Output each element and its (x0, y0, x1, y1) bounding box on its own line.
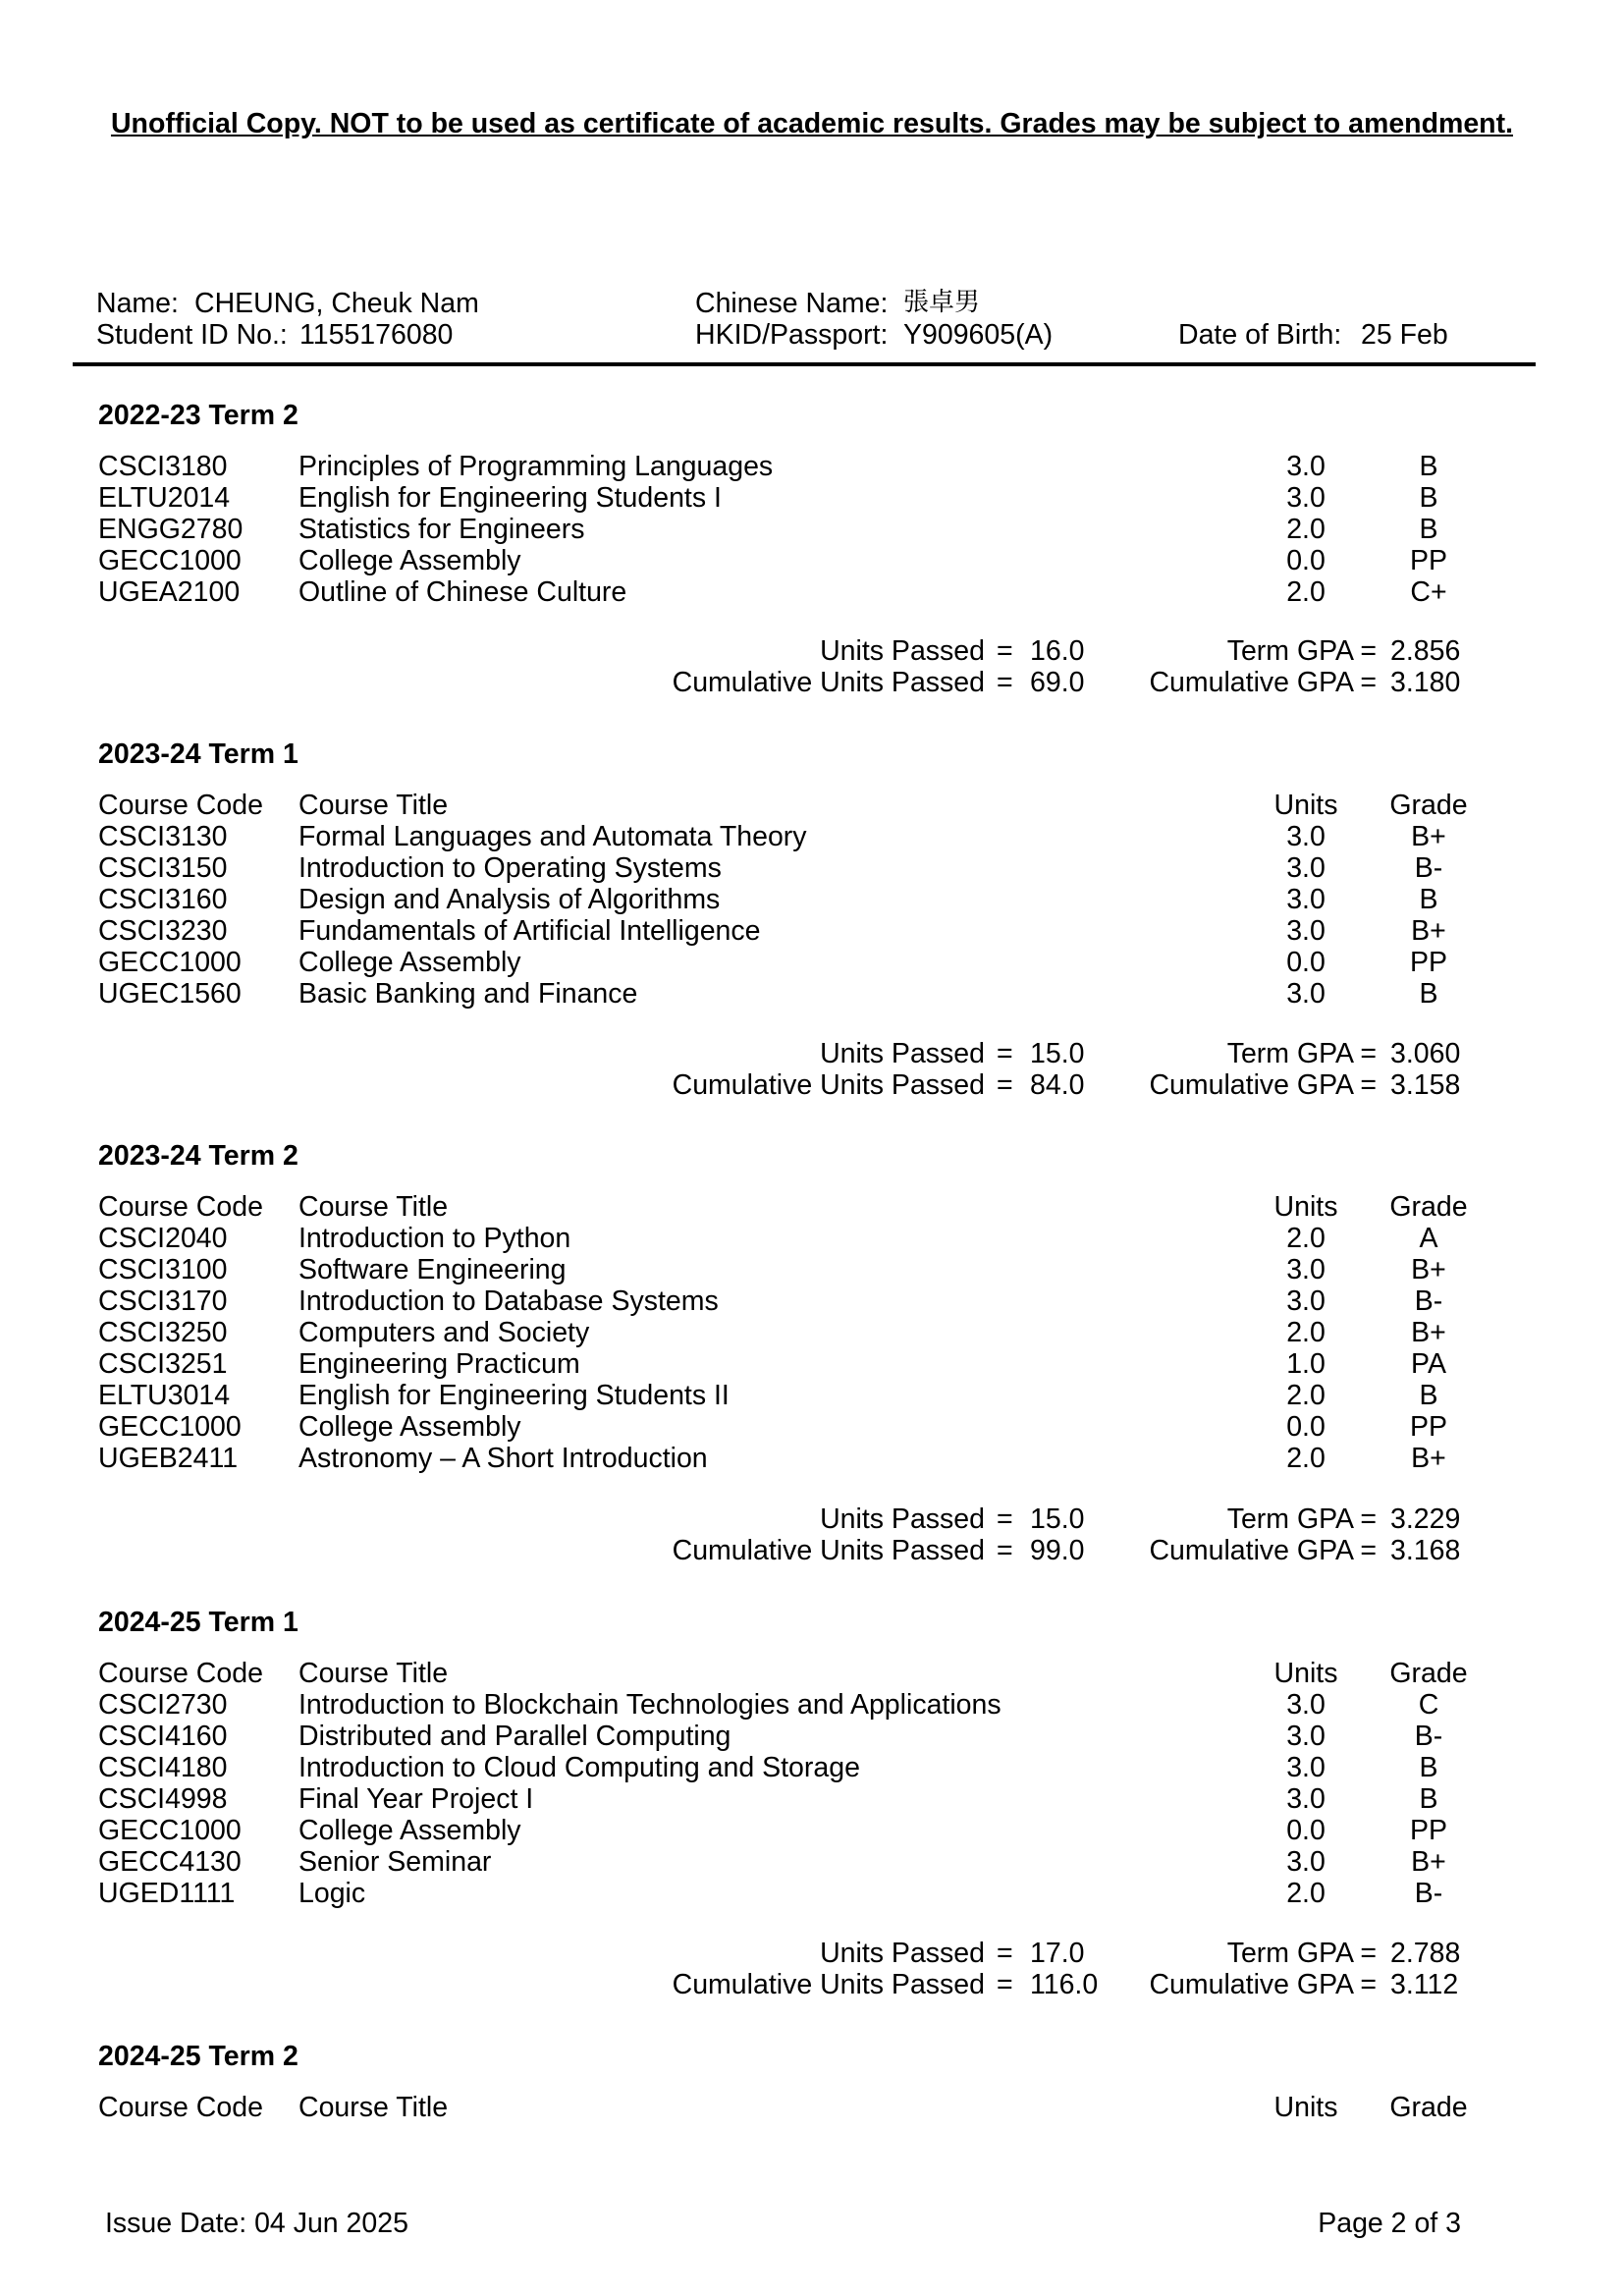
grade-header: Grade (1389, 790, 1468, 821)
course-row (0, 1880, 1624, 1911)
course-units: 2.0 (1286, 1878, 1326, 1909)
course-grade: B (1419, 1752, 1438, 1783)
column-header-row (0, 2094, 1624, 2125)
course-title: Introduction to Blockchain Technologies and Applications (298, 1689, 1001, 1721)
course-grade: B (1419, 514, 1438, 545)
course-row (0, 484, 1624, 516)
course-title: Outline of Chinese Culture (298, 576, 627, 608)
course-title: Statistics for Engineers (298, 514, 585, 545)
term-gpa-label: Term GPA = (1226, 635, 1377, 667)
cum-units-passed-value: 69.0 (1030, 667, 1085, 698)
course-title: English for Engineering Students I (298, 482, 722, 514)
course-units: 2.0 (1286, 514, 1326, 545)
course-title: Design and Analysis of Algorithms (298, 884, 721, 915)
course-code: CSCI3250 (98, 1317, 228, 1348)
units-passed-label: Units Passed (820, 635, 985, 667)
cum-units-passed-value: 99.0 (1030, 1535, 1085, 1566)
course-grade: B- (1414, 852, 1443, 884)
cum-units-passed-label: Cumulative Units Passed (672, 667, 985, 698)
units-header: Units (1273, 1658, 1338, 1689)
course-units: 3.0 (1286, 482, 1326, 514)
course-code: CSCI3160 (98, 884, 228, 915)
course-row (0, 980, 1624, 1011)
course-code: CSCI3100 (98, 1254, 228, 1285)
cum-gpa-value: 3.168 (1390, 1535, 1461, 1566)
term-gpa-value: 3.229 (1390, 1503, 1461, 1535)
course-code: CSCI4160 (98, 1721, 228, 1752)
cum-gpa-value: 3.180 (1390, 667, 1461, 698)
course-grade: B- (1414, 1878, 1443, 1909)
cum-units-passed-label: Cumulative Units Passed (672, 1535, 985, 1566)
chinese-name: 張卓男 (903, 288, 981, 317)
units-passed-value: 15.0 (1030, 1503, 1085, 1535)
course-grade: B+ (1411, 915, 1446, 947)
course-title: Basic Banking and Finance (298, 978, 638, 1010)
term-gpa-label: Term GPA = (1226, 1938, 1377, 1969)
units-header: Units (1273, 1191, 1338, 1223)
course-units: 2.0 (1286, 1317, 1326, 1348)
course-code: GECC4130 (98, 1846, 242, 1878)
grade-header: Grade (1389, 2092, 1468, 2123)
cumulative-summary-row (0, 1537, 1624, 1568)
cum-units-passed-label: Cumulative Units Passed (672, 1069, 985, 1101)
course-units: 3.0 (1286, 1254, 1326, 1285)
course-row (0, 1287, 1624, 1319)
course-row (0, 886, 1624, 917)
course-title-header: Course Title (298, 790, 449, 821)
course-code: GECC1000 (98, 947, 242, 978)
course-code: ELTU2014 (98, 482, 231, 514)
course-title: College Assembly (298, 947, 521, 978)
course-units: 3.0 (1286, 978, 1326, 1010)
course-grade: PP (1409, 1815, 1448, 1846)
course-code: UGEC1560 (98, 978, 242, 1010)
course-units: 3.0 (1286, 884, 1326, 915)
course-units: 2.0 (1286, 1223, 1326, 1254)
course-row (0, 547, 1624, 578)
course-units: 0.0 (1286, 947, 1326, 978)
course-grade: B (1419, 482, 1438, 514)
course-grade: B (1419, 451, 1438, 482)
course-row (0, 917, 1624, 949)
cumulative-summary-row (0, 1971, 1624, 2002)
course-grade: B+ (1411, 1443, 1446, 1474)
course-grade: B+ (1411, 821, 1446, 852)
course-grade: B+ (1411, 1254, 1446, 1285)
course-title: Senior Seminar (298, 1846, 492, 1878)
course-code: GECC1000 (98, 545, 242, 576)
course-title: Formal Languages and Automata Theory (298, 821, 807, 852)
course-title: Introduction to Database Systems (298, 1285, 719, 1317)
dob-value: 25 Feb (1361, 319, 1448, 351)
equals-sign: = (997, 1038, 1013, 1069)
course-title: Computers and Society (298, 1317, 590, 1348)
course-code: CSCI3180 (98, 451, 228, 482)
term-summary-row (0, 1940, 1624, 1971)
course-grade: B (1419, 1783, 1438, 1815)
course-title-header: Course Title (298, 2092, 449, 2123)
course-title: English for Engineering Students II (298, 1380, 730, 1411)
hkid-label: HKID/Passport: (695, 319, 889, 351)
course-grade: PP (1409, 545, 1448, 576)
course-title: Introduction to Python (298, 1223, 571, 1254)
term-summary-row (0, 1505, 1624, 1537)
term-summary-row (0, 1040, 1624, 1071)
course-grade: B (1419, 978, 1438, 1010)
course-code: CSCI4998 (98, 1783, 228, 1815)
course-code: ELTU3014 (98, 1380, 231, 1411)
course-units: 0.0 (1286, 545, 1326, 576)
grade-header: Grade (1389, 1191, 1468, 1223)
course-title: Engineering Practicum (298, 1348, 580, 1380)
course-grade: C+ (1410, 576, 1447, 608)
course-row (0, 1413, 1624, 1445)
equals-sign: = (997, 1938, 1013, 1969)
course-grade: B (1419, 884, 1438, 915)
course-units: 3.0 (1286, 1721, 1326, 1752)
course-row (0, 1848, 1624, 1880)
header-divider (73, 362, 1536, 366)
course-row (0, 1256, 1624, 1287)
course-row (0, 1722, 1624, 1754)
term-title: 2024-25 Term 2 (98, 2041, 298, 2072)
term-gpa-value: 2.856 (1390, 635, 1461, 667)
units-passed-label: Units Passed (820, 1938, 985, 1969)
course-units: 0.0 (1286, 1815, 1326, 1846)
student-id: 1155176080 (299, 319, 454, 351)
units-passed-value: 16.0 (1030, 635, 1085, 667)
cum-units-passed-label: Cumulative Units Passed (672, 1969, 985, 2000)
student-name: CHEUNG, Cheuk Nam (194, 288, 479, 319)
cum-gpa-label: Cumulative GPA = (1149, 667, 1377, 698)
course-grade: PP (1409, 947, 1448, 978)
term-gpa-value: 2.788 (1390, 1938, 1461, 1969)
student-id-label: Student ID No.: (96, 319, 288, 351)
course-code-header: Course Code (98, 2092, 263, 2123)
term-gpa-label: Term GPA = (1226, 1038, 1377, 1069)
course-code: UGEB2411 (98, 1443, 239, 1474)
course-units: 2.0 (1286, 576, 1326, 608)
course-row (0, 453, 1624, 484)
chinese-name-label: Chinese Name: (695, 288, 889, 319)
course-title: Software Engineering (298, 1254, 567, 1285)
units-passed-label: Units Passed (820, 1038, 985, 1069)
course-code: UGED1111 (98, 1878, 236, 1909)
course-row (0, 949, 1624, 980)
dob-label: Date of Birth: (1178, 319, 1342, 351)
course-row (0, 516, 1624, 547)
course-grade: B (1419, 1380, 1438, 1411)
column-header-row (0, 1193, 1624, 1225)
units-passed-value: 17.0 (1030, 1938, 1085, 1969)
issue-date: Issue Date: 04 Jun 2025 (105, 2208, 408, 2239)
course-units: 3.0 (1286, 1689, 1326, 1721)
name-label: Name: (96, 288, 179, 319)
course-row (0, 1691, 1624, 1722)
course-row (0, 1785, 1624, 1817)
course-title: Astronomy – A Short Introduction (298, 1443, 708, 1474)
course-row (0, 578, 1624, 610)
course-grade: B- (1414, 1721, 1443, 1752)
course-code: GECC1000 (98, 1411, 242, 1443)
term-summary-row (0, 637, 1624, 669)
course-units: 3.0 (1286, 1752, 1326, 1783)
term-title: 2023-24 Term 2 (98, 1140, 298, 1172)
course-code: GECC1000 (98, 1815, 242, 1846)
units-passed-label: Units Passed (820, 1503, 985, 1535)
course-title: College Assembly (298, 1815, 521, 1846)
term-gpa-value: 3.060 (1390, 1038, 1461, 1069)
term-title: 2023-24 Term 1 (98, 738, 298, 770)
course-units: 3.0 (1286, 1783, 1326, 1815)
course-title: College Assembly (298, 1411, 521, 1443)
cum-gpa-label: Cumulative GPA = (1149, 1069, 1377, 1101)
course-units: 3.0 (1286, 451, 1326, 482)
cumulative-summary-row (0, 669, 1624, 700)
course-units: 3.0 (1286, 852, 1326, 884)
cum-units-passed-value: 116.0 (1030, 1969, 1099, 2000)
course-code: CSCI3150 (98, 852, 228, 884)
course-code: CSCI3230 (98, 915, 228, 947)
course-row (0, 1225, 1624, 1256)
equals-sign: = (997, 1069, 1013, 1101)
cumulative-summary-row (0, 1071, 1624, 1103)
course-row (0, 1350, 1624, 1382)
page-number: Page 2 of 3 (1318, 2208, 1461, 2239)
term-title: 2022-23 Term 2 (98, 400, 298, 431)
cum-gpa-value: 3.112 (1390, 1969, 1459, 2000)
units-passed-value: 15.0 (1030, 1038, 1085, 1069)
cum-units-passed-value: 84.0 (1030, 1069, 1085, 1101)
course-title: Logic (298, 1878, 366, 1909)
course-row (0, 1754, 1624, 1785)
course-units: 3.0 (1286, 1846, 1326, 1878)
equals-sign: = (997, 1535, 1013, 1566)
course-units: 2.0 (1286, 1380, 1326, 1411)
course-title: Distributed and Parallel Computing (298, 1721, 731, 1752)
course-grade: A (1419, 1223, 1438, 1254)
course-grade: PA (1411, 1348, 1446, 1380)
units-header: Units (1273, 2092, 1338, 2123)
term-title: 2024-25 Term 1 (98, 1607, 298, 1638)
grade-header: Grade (1389, 1658, 1468, 1689)
course-code: CSCI2040 (98, 1223, 228, 1254)
cum-gpa-value: 3.158 (1390, 1069, 1461, 1101)
course-units: 2.0 (1286, 1443, 1326, 1474)
course-row (0, 823, 1624, 854)
equals-sign: = (997, 1503, 1013, 1535)
course-title: Final Year Project I (298, 1783, 534, 1815)
course-units: 3.0 (1286, 915, 1326, 947)
course-title: College Assembly (298, 545, 521, 576)
unofficial-notice: Unofficial Copy. NOT to be used as certificate of academic results. Grades may be subject to amendment. (110, 108, 1514, 139)
course-code: CSCI3170 (98, 1285, 228, 1317)
course-row (0, 1382, 1624, 1413)
course-units: 3.0 (1286, 1285, 1326, 1317)
course-code: CSCI3251 (98, 1348, 228, 1380)
course-units: 3.0 (1286, 821, 1326, 852)
course-code: CSCI4180 (98, 1752, 228, 1783)
course-code-header: Course Code (98, 790, 263, 821)
column-header-row (0, 1660, 1624, 1691)
course-title: Introduction to Cloud Computing and Storage (298, 1752, 860, 1783)
equals-sign: = (997, 635, 1013, 667)
column-header-row (0, 792, 1624, 823)
units-header: Units (1273, 790, 1338, 821)
course-grade: B+ (1411, 1317, 1446, 1348)
course-code-header: Course Code (98, 1658, 263, 1689)
course-title: Fundamentals of Artificial Intelligence (298, 915, 761, 947)
course-grade: PP (1409, 1411, 1448, 1443)
equals-sign: = (997, 667, 1013, 698)
course-code: UGEA2100 (98, 576, 241, 608)
course-code-header: Course Code (98, 1191, 263, 1223)
course-code: ENGG2780 (98, 514, 244, 545)
course-title-header: Course Title (298, 1191, 449, 1223)
course-units: 0.0 (1286, 1411, 1326, 1443)
course-title: Introduction to Operating Systems (298, 852, 722, 884)
course-grade: B- (1414, 1285, 1443, 1317)
hkid-value: Y909605(A) (903, 319, 1054, 351)
course-code: CSCI2730 (98, 1689, 228, 1721)
course-row (0, 854, 1624, 886)
cum-gpa-label: Cumulative GPA = (1149, 1969, 1377, 2000)
course-row (0, 1445, 1624, 1476)
term-gpa-label: Term GPA = (1226, 1503, 1377, 1535)
course-grade: B+ (1411, 1846, 1446, 1878)
course-row (0, 1319, 1624, 1350)
course-code: CSCI3130 (98, 821, 228, 852)
course-row (0, 1817, 1624, 1848)
course-title: Principles of Programming Languages (298, 451, 774, 482)
equals-sign: = (997, 1969, 1013, 2000)
course-grade: C (1418, 1689, 1439, 1721)
course-units: 1.0 (1286, 1348, 1326, 1380)
cum-gpa-label: Cumulative GPA = (1149, 1535, 1377, 1566)
course-title-header: Course Title (298, 1658, 449, 1689)
